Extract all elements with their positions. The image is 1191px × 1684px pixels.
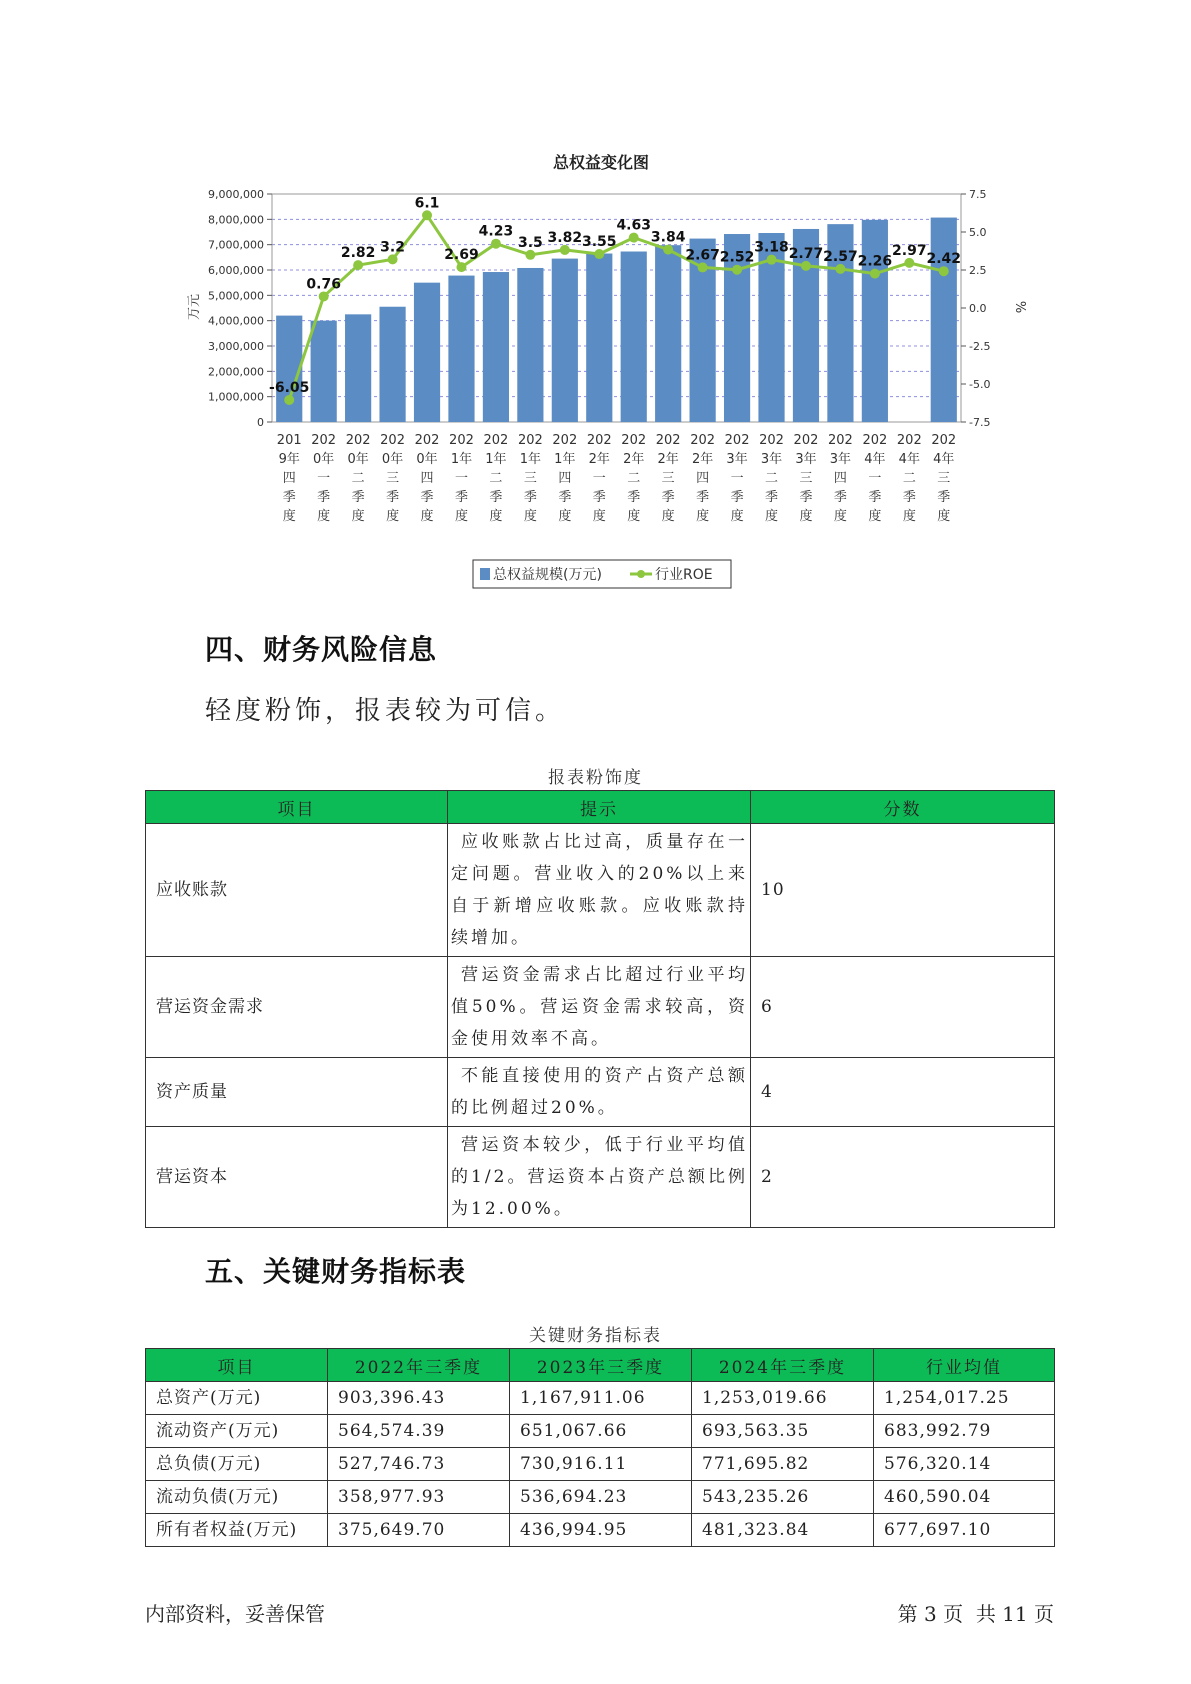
kpi-header-item: 项目 (146, 1349, 328, 1382)
right-tick-label: 0.0 (969, 302, 987, 315)
x-tick-label: 202 0年三季度 (380, 433, 405, 524)
equity-bar (517, 268, 543, 422)
kpi-value: 543,235.26 (692, 1481, 874, 1514)
risk-hint: 营运资金需求占比超过行业平均值50%。营运资金需求较高，资金使用效率不高。 (451, 965, 748, 1049)
roe-point (491, 239, 501, 249)
risk-hint: 营运资本较少，低于行业平均值的1/2。营运资本占资产总额比例为12.00%。 (451, 1135, 748, 1219)
x-tick-label: 202 3年四季度 (828, 433, 853, 524)
roe-point (835, 264, 845, 274)
right-tick-label: 7.5 (969, 188, 987, 201)
risk-hint-cell (448, 957, 751, 1058)
legend-line-marker (637, 570, 645, 578)
x-tick-label: 202 0年二季度 (345, 433, 371, 524)
roe-value-label: 3.82 (547, 229, 583, 246)
roe-point (870, 269, 880, 279)
roe-value-label: 2.52 (719, 249, 755, 266)
risk-hint-cell (448, 1127, 751, 1228)
roe-value-label: 2.82 (340, 245, 376, 262)
x-tick-label: 202 1年二季度 (483, 433, 509, 524)
legend-bar-label: 总权益规模(万元) (493, 567, 602, 583)
kpi-table-row (146, 1514, 1055, 1547)
x-tick-label: 202 1年四季度 (552, 433, 578, 524)
roe-point (525, 250, 535, 260)
roe-point (456, 262, 466, 272)
roe-value-label: 0.76 (306, 276, 341, 293)
equity-bar (586, 254, 612, 422)
kpi-value: 1,253,019.66 (692, 1382, 874, 1415)
risk-table-header-row (146, 791, 1055, 824)
roe-value-label: 2.69 (444, 247, 479, 264)
equity-bar (862, 220, 888, 422)
kpi-item: 流动资产(万元) (146, 1415, 328, 1448)
x-tick-label: 202 2年四季度 (690, 433, 716, 524)
right-tick-label: 5.0 (969, 226, 987, 239)
right-tick-label: -5.0 (969, 378, 991, 391)
x-tick-label: 202 3年一季度 (724, 433, 750, 524)
risk-item: 资产质量 (146, 1058, 448, 1127)
chart-title: 总权益变化图 (552, 153, 650, 172)
left-tick-label: 3,000,000 (208, 340, 264, 353)
roe-value-label: 3.5 (517, 234, 543, 251)
left-tick-label: 8,000,000 (208, 213, 264, 227)
risk-hint: 应收账款占比过高，质量存在一定问题。营业收入的20%以上来自于新增应收账款。应收账款持续增加。 (451, 832, 748, 948)
equity-bar (311, 321, 337, 422)
kpi-value: 1,167,911.06 (510, 1382, 692, 1415)
section-5-heading: 五、关键财务指标表 (205, 1255, 467, 1288)
roe-point (904, 258, 914, 268)
roe-point (284, 395, 294, 405)
roe-point (353, 260, 363, 270)
kpi-item: 流动负债(万元) (146, 1481, 328, 1514)
risk-table-row (146, 824, 1055, 957)
kpi-item: 总负债(万元) (146, 1448, 328, 1481)
risk-hint-cell (448, 1058, 751, 1127)
roe-value-label: 2.97 (892, 242, 927, 259)
equity-bar (621, 252, 647, 422)
x-tick-label: 202 0年四季度 (414, 433, 440, 524)
x-tick-label: 201 9年四季度 (276, 433, 302, 524)
x-tick-label: 202 3年三季度 (793, 433, 819, 524)
risk-score: 4 (751, 1058, 1055, 1127)
roe-point (422, 210, 432, 220)
roe-point (663, 245, 673, 255)
kpi-value: 677,697.10 (874, 1514, 1055, 1547)
roe-value-label: 2.26 (857, 253, 893, 270)
roe-value-label: 4.63 (616, 217, 651, 234)
x-tick-label: 202 1年一季度 (449, 433, 474, 524)
kpi-table-header-row (146, 1349, 1055, 1382)
kpi-value: 375,649.70 (328, 1514, 510, 1547)
roe-point (319, 291, 329, 301)
kpi-table (145, 1348, 1055, 1547)
left-tick-label: 0 (257, 416, 264, 429)
kpi-header-industry-avg: 行业均值 (874, 1349, 1055, 1382)
kpi-table-row (146, 1448, 1055, 1481)
kpi-value: 564,574.39 (328, 1415, 510, 1448)
x-tick-label: 202 1年三季度 (517, 433, 543, 524)
risk-hint-cell (448, 824, 751, 957)
footer-page-number: 第 3 页 共 11 页 (897, 1602, 1054, 1626)
x-axis-labels (277, 433, 956, 524)
risk-table-row (146, 1058, 1055, 1127)
left-tick-label: 4,000,000 (208, 314, 264, 328)
roe-point (560, 245, 570, 255)
kpi-header-2024q3: 2024年三季度 (692, 1349, 874, 1382)
equity-bar (655, 245, 681, 422)
kpi-value: 651,067.66 (510, 1415, 692, 1448)
x-tick-label: 202 4年二季度 (896, 433, 922, 524)
roe-value-label: 3.2 (380, 239, 405, 256)
equity-bar (379, 307, 405, 422)
risk-table-row (146, 957, 1055, 1058)
chart-legend (473, 560, 731, 588)
footer-confidential: 内部资料，妥善保管 (145, 1602, 325, 1626)
right-tick-label: -2.5 (969, 340, 991, 353)
kpi-item: 所有者权益(万元) (146, 1514, 328, 1547)
kpi-table-row (146, 1382, 1055, 1415)
roe-point (767, 255, 777, 265)
equity-chart (170, 140, 1040, 600)
kpi-value: 527,746.73 (328, 1448, 510, 1481)
risk-item: 营运资本 (146, 1127, 448, 1228)
roe-point (594, 249, 604, 259)
legend-bar-swatch (480, 568, 490, 580)
risk-score: 10 (751, 824, 1055, 957)
roe-value-label: -6.05 (269, 379, 310, 396)
roe-value-label: 2.57 (823, 248, 858, 265)
right-axis (961, 188, 990, 429)
legend-line-label: 行业ROE (655, 567, 713, 583)
risk-hint: 不能直接使用的资产占资产总额的比例超过20%。 (451, 1066, 748, 1118)
kpi-value: 436,994.95 (510, 1514, 692, 1547)
x-tick-label: 202 3年二季度 (759, 433, 784, 524)
roe-point (939, 266, 949, 276)
roe-value-label: 2.42 (926, 251, 962, 268)
x-tick-label: 202 4年三季度 (931, 433, 957, 524)
risk-header-score: 分数 (751, 791, 1055, 824)
kpi-item: 总资产(万元) (146, 1382, 328, 1415)
risk-score: 6 (751, 957, 1055, 1058)
x-tick-label: 202 0年一季度 (311, 433, 337, 524)
kpi-value: 358,977.93 (328, 1481, 510, 1514)
risk-header-hint: 提示 (448, 791, 751, 824)
roe-value-label: 3.18 (754, 239, 789, 256)
kpi-value: 1,254,017.25 (874, 1382, 1055, 1415)
right-axis-label: % (1012, 300, 1027, 314)
x-tick-label: 202 4年一季度 (862, 433, 888, 524)
right-tick-label: 2.5 (969, 264, 987, 277)
kpi-value: 576,320.14 (874, 1448, 1055, 1481)
roe-point (388, 254, 398, 264)
risk-table-caption: 报表粉饰度 (548, 768, 643, 788)
equity-bar (414, 283, 440, 422)
kpi-value: 730,916.11 (510, 1448, 692, 1481)
kpi-table-caption: 关键财务指标表 (529, 1326, 662, 1346)
left-axis (208, 188, 272, 429)
roe-point (629, 233, 639, 243)
roe-point (732, 265, 742, 275)
equity-bar (345, 314, 371, 422)
left-tick-label: 2,000,000 (208, 365, 264, 379)
kpi-value: 460,590.04 (874, 1481, 1055, 1514)
roe-value-label: 6.1 (414, 195, 440, 212)
risk-item: 应收账款 (146, 824, 448, 957)
risk-table (145, 790, 1055, 1228)
equity-bar (552, 259, 578, 422)
roe-value-label: 2.67 (685, 247, 720, 264)
roe-point (801, 261, 811, 271)
kpi-value: 481,323.84 (692, 1514, 874, 1547)
left-tick-label: 9,000,000 (208, 188, 264, 201)
left-tick-label: 7,000,000 (208, 238, 264, 252)
kpi-value: 536,694.23 (510, 1481, 692, 1514)
equity-bar (448, 276, 474, 422)
x-tick-label: 202 2年三季度 (655, 433, 681, 524)
left-tick-label: 1,000,000 (208, 390, 264, 404)
left-tick-label: 5,000,000 (208, 289, 264, 303)
roe-value-label: 3.84 (650, 229, 686, 246)
equity-bar (931, 218, 957, 422)
kpi-header-2023q3: 2023年三季度 (510, 1349, 692, 1382)
risk-header-item: 项目 (146, 791, 448, 824)
kpi-value: 903,396.43 (328, 1382, 510, 1415)
roe-point (698, 262, 708, 272)
risk-score: 2 (751, 1127, 1055, 1228)
roe-value-label: 4.23 (478, 223, 514, 240)
kpi-table-row (146, 1415, 1055, 1448)
x-tick-label: 202 2年二季度 (621, 433, 647, 524)
roe-value-label: 2.77 (788, 245, 824, 262)
risk-item: 营运资金需求 (146, 957, 448, 1058)
roe-value-label: 3.55 (582, 234, 617, 251)
left-axis-label: 万元 (187, 293, 202, 321)
kpi-header-2022q3: 2022年三季度 (328, 1349, 510, 1382)
right-tick-label: -7.5 (969, 416, 991, 429)
kpi-value: 683,992.79 (874, 1415, 1055, 1448)
x-tick-label: 202 2年一季度 (586, 433, 612, 524)
kpi-table-row (146, 1481, 1055, 1514)
kpi-value: 771,695.82 (692, 1448, 874, 1481)
section-4-heading: 四、财务风险信息 (205, 633, 438, 666)
risk-summary: 轻度粉饰，报表较为可信。 (205, 696, 566, 726)
equity-bar (483, 272, 509, 422)
left-tick-label: 6,000,000 (208, 264, 264, 277)
risk-table-row (146, 1127, 1055, 1228)
kpi-value: 693,563.35 (692, 1415, 874, 1448)
